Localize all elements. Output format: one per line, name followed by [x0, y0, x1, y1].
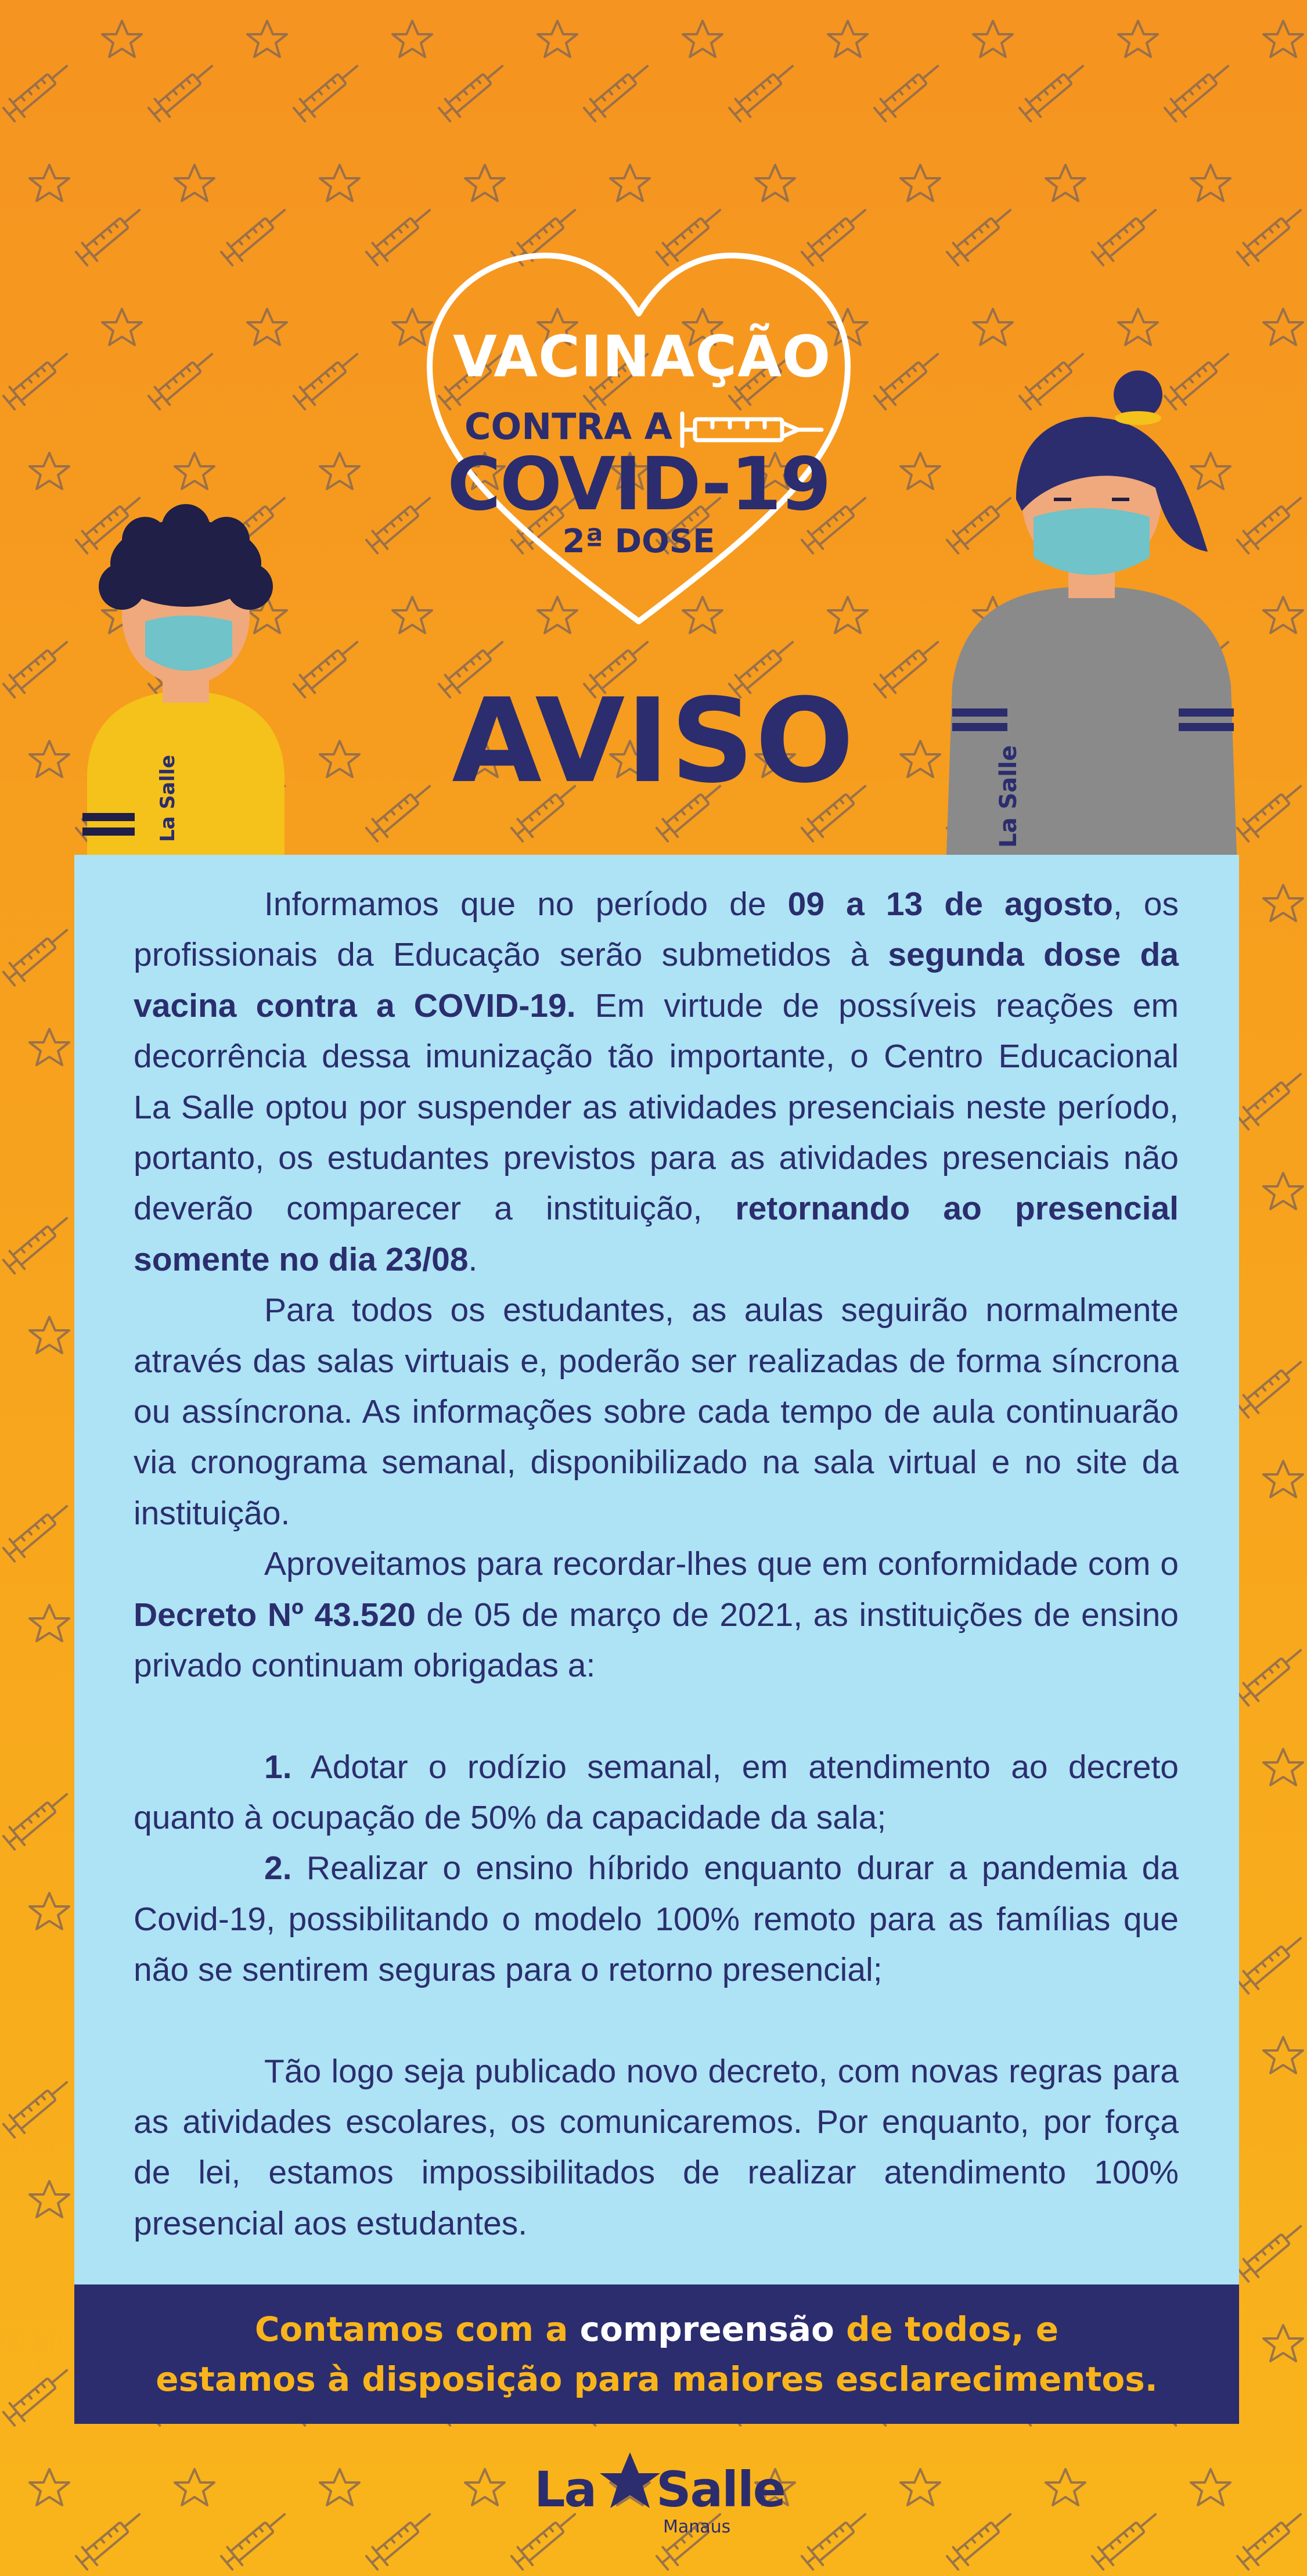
vaccination-title: VACINAÇÃO: [453, 324, 831, 390]
syringe-pattern-icon: [0, 489, 2, 555]
notice-body: [134, 879, 1179, 2249]
syringe-pattern-icon: [2, 345, 74, 411]
star-pattern-icon: [1263, 309, 1303, 345]
boy-sleeve-logo: La Salle: [156, 754, 179, 842]
against-label: CONTRA A: [465, 405, 672, 448]
syringe-pattern-icon: [2, 1209, 74, 1275]
spacer: [134, 1996, 1179, 2046]
syringe-pattern-icon: [1163, 57, 1236, 123]
syringe-pattern-icon: [2, 57, 74, 123]
syringe-pattern-icon: [147, 345, 219, 411]
star-icon: [598, 2451, 662, 2514]
star-pattern-icon: [1263, 1749, 1303, 1785]
star-pattern-icon: [102, 21, 142, 57]
star-pattern-icon: [175, 453, 214, 489]
syringe-pattern-icon: [1090, 2505, 1163, 2571]
star-pattern-icon: [175, 165, 214, 201]
syringe-pattern-icon: [1236, 201, 1307, 267]
star-pattern-icon: [683, 21, 722, 57]
syringe-pattern-icon: [1090, 201, 1163, 267]
star-pattern-icon: [30, 2469, 69, 2505]
syringe-pattern-icon: [1236, 1353, 1307, 1419]
syringe-pattern-icon: [74, 201, 147, 267]
star-pattern-icon: [1046, 165, 1085, 201]
star-pattern-icon: [1263, 885, 1303, 921]
syringe-pattern-icon: [147, 57, 219, 123]
syringe-pattern-icon: [0, 2505, 2, 2571]
second-dose-label: 2ª DOSE: [562, 523, 715, 560]
syringe-pattern-icon: [219, 2505, 292, 2571]
syringe-pattern-icon: [1236, 2505, 1307, 2571]
syringe-pattern-icon: [800, 2505, 873, 2571]
paragraph-decree: Aproveitamos para recordar-lhes que em conformidade com o Decreto Nº 43.520 de 05 de março de 2021, as instituições de ensino privado continuam obrigadas a:: [134, 1545, 1179, 1685]
star-pattern-icon: [30, 1317, 69, 1353]
star-pattern-icon: [1263, 21, 1303, 57]
syringe-pattern-icon: [2, 2073, 74, 2139]
syringe-pattern-icon: [0, 1641, 2, 1707]
spacer: [134, 1692, 1179, 1742]
syringe-pattern-icon: [292, 345, 365, 411]
star-pattern-icon: [320, 453, 359, 489]
star-pattern-icon: [30, 1605, 69, 1641]
star-pattern-icon: [1263, 597, 1303, 633]
paragraph-new-decree: Tão logo seja publicado novo decreto, com novas regras para as atividades escolares, os comunicaremos. Por enquanto, por força de lei, estamos impossibilitados de realizar atendimento 100% presencial aos estudantes.: [134, 2052, 1179, 2242]
star-pattern-icon: [30, 1893, 69, 1929]
la-salle-logo: La Salle Manaus: [534, 2451, 778, 2538]
closing-banner: Contamos com a compreensão de todos, e estamos à disposição para maiores esclarecimentos.: [74, 2284, 1239, 2424]
star-pattern-icon: [901, 165, 940, 201]
star-pattern-icon: [1263, 1173, 1303, 1209]
syringe-pattern-icon: [945, 201, 1018, 267]
syringe-pattern-icon: [365, 2505, 437, 2571]
star-pattern-icon: [320, 2469, 359, 2505]
syringe-pattern-icon: [0, 1353, 2, 1419]
star-pattern-icon: [755, 165, 795, 201]
syringe-pattern-icon: [2, 1497, 74, 1563]
star-pattern-icon: [393, 21, 432, 57]
syringe-pattern-icon: [0, 1929, 2, 1995]
paragraph-dates: Informamos que no período de 09 a 13 de agosto, os profissionais da Educação serão submetidos à segunda dose da vacina contra a COVID-19. Em virtude de possíveis reações em decorrência dessa imunização tão importante, o Centro Educacional La Salle optou por suspender as atividades presenciais neste período, portanto, os estudantes previstos para as atividades presenciais não deverão comparecer a instituição, retornando ao presencial somente no dia 23/08.: [134, 886, 1179, 1278]
vaccination-heart-badge: [418, 244, 859, 639]
star-pattern-icon: [1118, 309, 1158, 345]
star-pattern-icon: [1191, 165, 1230, 201]
syringe-pattern-icon: [0, 201, 2, 267]
syringe-pattern-icon: [582, 57, 655, 123]
list-item: 1. Adotar o rodízio semanal, em atendimento ao decreto quanto à ocupação de 50% da capacidade da sala;: [134, 1748, 1179, 1836]
star-pattern-icon: [1263, 2037, 1303, 2073]
star-pattern-icon: [247, 21, 287, 57]
star-pattern-icon: [465, 2469, 505, 2505]
star-pattern-icon: [1046, 2469, 1085, 2505]
syringe-pattern-icon: [873, 57, 945, 123]
syringe-pattern-icon: [2, 1785, 74, 1851]
syringe-pattern-icon: [1236, 1065, 1307, 1131]
star-pattern-icon: [538, 21, 577, 57]
star-pattern-icon: [30, 453, 69, 489]
star-pattern-icon: [828, 21, 867, 57]
star-pattern-icon: [320, 165, 359, 201]
syringe-pattern-icon: [219, 201, 292, 267]
notice-heading: AVISO: [452, 674, 855, 809]
notice-panel: [74, 855, 1239, 2284]
syringe-pattern-icon: [74, 2505, 147, 2571]
star-pattern-icon: [175, 2469, 214, 2505]
syringe-pattern-icon: [728, 57, 800, 123]
syringe-pattern-icon: [0, 2217, 2, 2283]
syringe-pattern-icon: [1018, 57, 1090, 123]
syringe-pattern-icon: [945, 2505, 1018, 2571]
star-pattern-icon: [973, 21, 1013, 57]
girl-sleeve-logo: La Salle: [995, 745, 1022, 848]
syringe-pattern-icon: [0, 1065, 2, 1131]
syringe-pattern-icon: [292, 57, 365, 123]
star-pattern-icon: [102, 309, 142, 345]
star-pattern-icon: [465, 165, 505, 201]
star-pattern-icon: [901, 2469, 940, 2505]
star-pattern-icon: [247, 309, 287, 345]
list-item: 2. Realizar o ensino híbrido enquanto durar a pandemia da Covid-19, possibilitando o modelo 100% remoto para as famílias que não se sentirem seguras para o retorno presencial;: [134, 1850, 1179, 1989]
star-pattern-icon: [30, 165, 69, 201]
star-pattern-icon: [30, 2181, 69, 2217]
syringe-pattern-icon: [2, 921, 74, 987]
star-pattern-icon: [1118, 21, 1158, 57]
syringe-pattern-icon: [1236, 2217, 1307, 2283]
star-pattern-icon: [1191, 2469, 1230, 2505]
star-pattern-icon: [610, 165, 650, 201]
syringe-pattern-icon: [1236, 1641, 1307, 1707]
syringe-pattern-icon: [2, 2361, 74, 2427]
star-pattern-icon: [1263, 2325, 1303, 2361]
star-pattern-icon: [1263, 1461, 1303, 1497]
syringe-pattern-icon: [1236, 1929, 1307, 1995]
star-pattern-icon: [973, 309, 1013, 345]
star-pattern-icon: [30, 1029, 69, 1065]
covid-title: COVID-19: [447, 441, 830, 527]
syringe-pattern-icon: [437, 57, 510, 123]
paragraph-virtual-classes: Para todos os estudantes, as aulas seguirão normalmente através das salas virtuais e, poderão ser realizadas de forma síncrona ou assíncrona. As informações sobre cada tempo de aula continuarão via cronograma semanal, disponibilizado na sala virtual e no site da instituição.: [134, 1291, 1179, 1532]
